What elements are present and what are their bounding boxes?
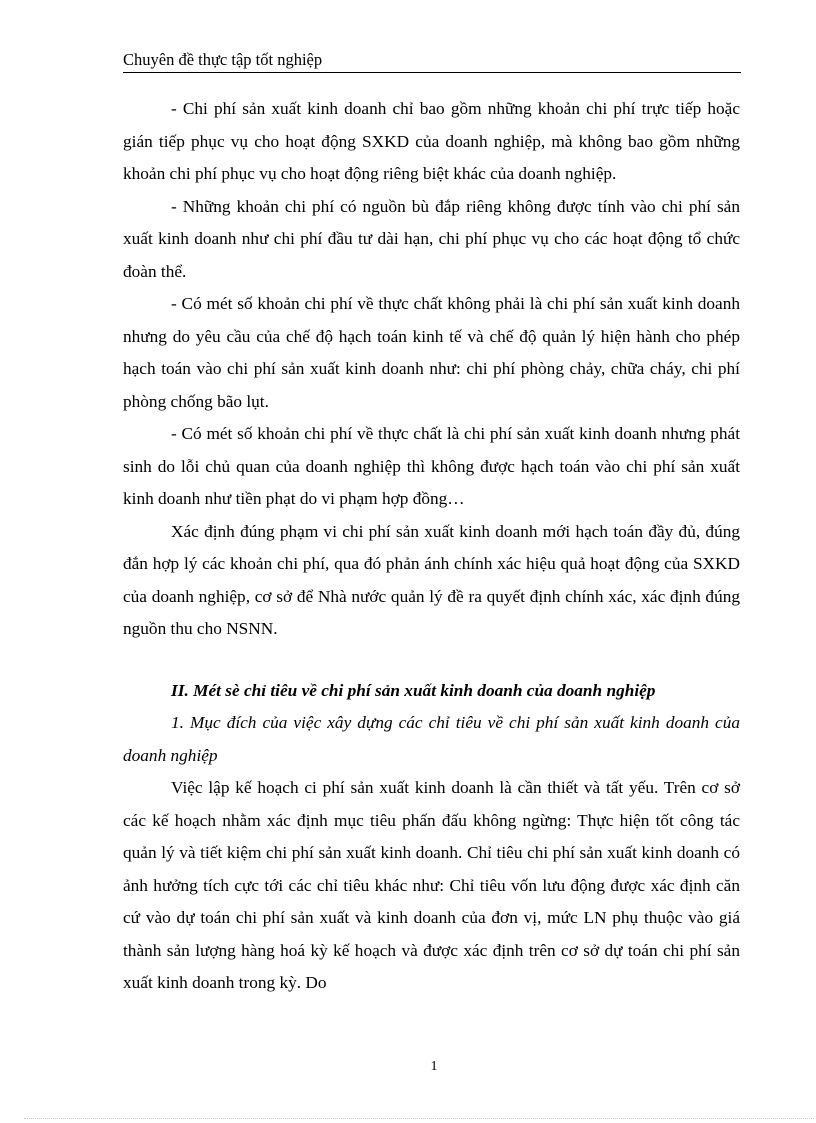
paragraph-separate-funding: - Những khoản chi phí có nguồn bù đắp riêng không được tính vào chi phí sản xuất kinh doanh như chi phí đầu tư dài hạn, chi phí phục vụ cho các hoạt động tổ chức đoàn thể.: [123, 196, 740, 281]
paragraph-direct-costs: - Chi phí sản xuất kinh doanh chỉ bao gồm những khoản chi phí trực tiếp hoặc gián tiếp phục vụ cho hoạt động SXKD của doanh nghiệp, mà không bao gồm những khoản chi phí phục vụ cho hoạt động riêng biệt khác của doanh nghiệp.: [123, 99, 740, 183]
page-number: 1: [430, 1059, 438, 1074]
document-body: [123, 93, 740, 1000]
page-header: [123, 50, 741, 73]
paragraph-allowed-costs: - Có mét số khoản chi phí về thực chất không phải là chi phí sản xuất kinh doanh nhưng do yêu cầu của chế độ hạch toán kinh tế và chế độ quản lý hiện hành cho phép hạch toán vào chi phí sản xuất kinh doanh như: chi phí phòng chảy, chữa cháy, chi phí phòng chống bão lụt.: [123, 294, 740, 411]
footer-divider: [24, 1118, 814, 1119]
paragraph-scope-summary: Xác định đúng phạm vi chi phí sản xuất kinh doanh mới hạch toán đầy đủ, đúng đắn hợp lý các khoản chi phí, qua đó phản ánh chính xác hiệu quả hoạt động của SXKD của doanh nghiệp, cơ sở để Nhà nước quản lý đề ra quyết định chính xác, xác định đúng nguồn thu cho NSNN.: [123, 521, 740, 638]
paragraph-planning: Việc lập kế hoạch ci phí sản xuất kinh doanh là cần thiết và tất yếu. Trên cơ sở các kế hoạch nhằm xác định mục tiêu phấn đấu không ngừng: Thực hiện tốt công tác quản lý và tiết kiệm chi phí sản xuất kinh doanh. Chỉ tiêu chi phí sản xuất kinh doanh có ảnh hưởng tích cực tới các chỉ tiêu khác như: Chỉ tiêu vốn lưu động được xác định căn cứ vào dự toán chi phí sản xuất và kinh doanh của đơn vị, mức LN phụ thuộc vào giá thành sản lượng hàng hoá kỳ kế hoạch và được xác định trên cơ sở dự toán chi phí sản xuất kinh doanh trong kỳ. Do: [123, 778, 740, 992]
header-title: Chuyên đề thực tập tốt nghiệp: [123, 50, 323, 69]
section-ii-heading: II. Mét sè chỉ tiêu về chi phí sản xuất kinh doanh của doanh nghiệp: [171, 680, 656, 700]
section-1-subheading: 1. Mục đích của việc xây dựng các chỉ tiêu về chi phí sản xuất kinh doanh của doanh nghiệp: [123, 713, 740, 765]
paragraph-excluded-costs: - Có mét số khoản chi phí về thực chất là chi phí sản xuất kinh doanh nhưng phát sinh do lỗi chủ quan của doanh nghiệp thì không được hạch toán vào chi phí sản xuất kinh doanh như tiền phạt do vi phạm hợp đồng…: [123, 424, 740, 508]
